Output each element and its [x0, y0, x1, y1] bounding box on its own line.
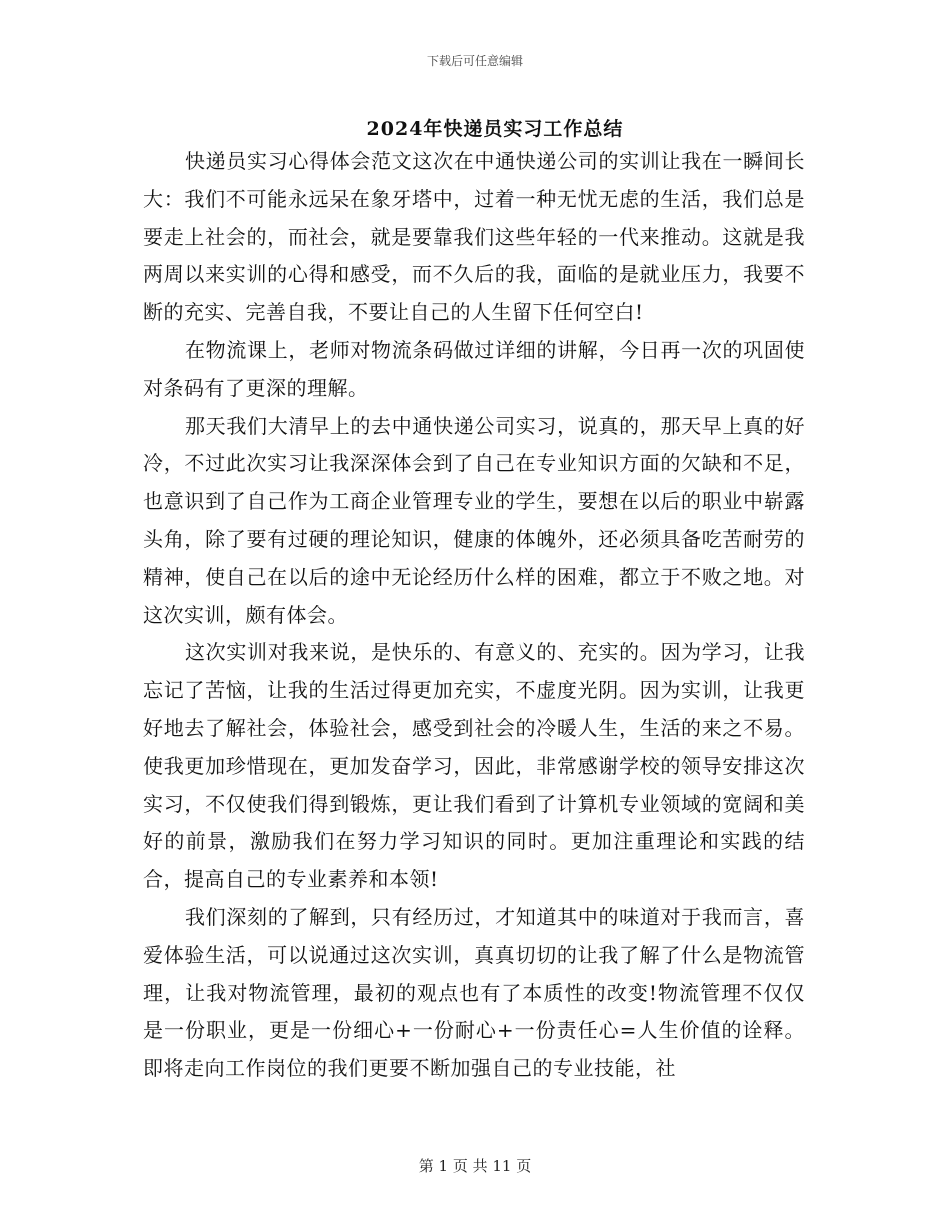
paragraph-3: 那天我们大清早上的去中通快递公司实习，说真的，那天早上真的好冷，不过此次实习让我深深体会到了自己在专业知识方面的欠缺和不足，也意识到了自己作为工商企业管理专业的学生，要想在以后的职业中崭露头角，除了要有过硬的理论知识，健康的体魄外，还必须具备吃苦耐劳的精神，使自己在以后的途中无论经历什么样的困难，都立于不败之地。对这次实训，颇有体会。 — [143, 413, 805, 627]
document-body — [143, 143, 805, 1088]
document-title: 2024年快递员实习工作总结 — [366, 118, 624, 140]
paragraph-5: 我们深刻的了解到，只有经历过，才知道其中的味道对于我而言，喜爱体验生活，可以说通过这次实训，真真切切的让我了解了什么是物流管理，让我对物流管理，最初的观点也有了本质性的改变!物流管理不仅仅是一份职业，更是一份细心+一份耐心+一份责任心=人生价值的诠释。即将走向工作岗位的我们更要不断加强自己的专业技能，社 — [143, 904, 805, 1081]
paragraph-2: 在物流课上，老师对物流条码做过详细的讲解，今日再一次的巩固使对条码有了更深的理解。 — [143, 337, 805, 400]
paragraph-4: 这次实训对我来说，是快乐的、有意义的、充实的。因为学习，让我忘记了苦恼，让我的生活过得更加充实，不虚度光阴。因为实训，让我更好地去了解社会，体验社会，感受到社会的冷暖人生，生活的来之不易。使我更加珍惜现在，更加发奋学习，因此，非常感谢学校的领导安排这次实习，不仅使我们得到锻炼，更让我们看到了计算机专业领域的宽阔和美好的前景，激励我们在努力学习知识的同时。更加注重理论和实践的结合，提高自己的专业素养和本领! — [143, 640, 805, 892]
paragraph-1: 快递员实习心得体会范文这次在中通快递公司的实训让我在一瞬间长大：我们不可能永远呆在象牙塔中，过着一种无忧无虑的生活，我们总是要走上社会的，而社会，就是要靠我们这些年轻的一代来推动。这就是我两周以来实训的心得和感受，而不久后的我，面临的是就业压力，我要不断的充实、完善自我，不要让自己的人生留下任何空白! — [143, 149, 805, 325]
page-header-note: 下载后可任意编辑 — [426, 54, 523, 68]
page-number: 第 1 页 共 11 页 — [418, 1157, 532, 1175]
